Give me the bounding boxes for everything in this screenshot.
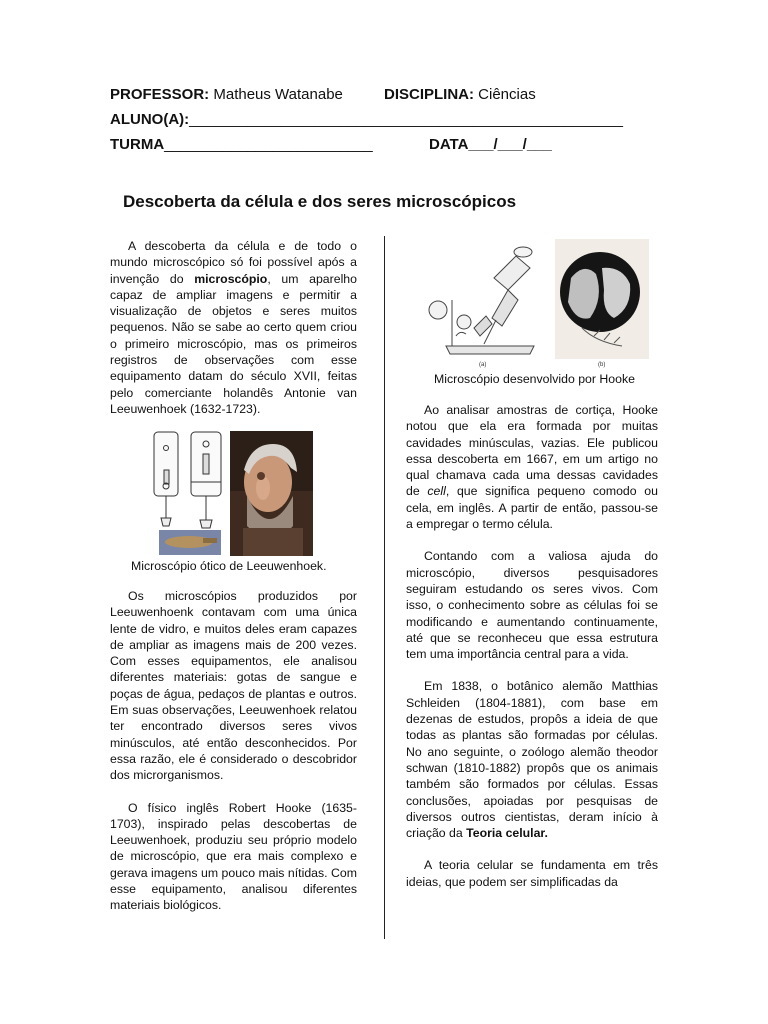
left-paragraph-1 xyxy=(110,238,357,417)
right-paragraph-2: Contando com a valiosa ajuda do microscópio, diversos pesquisadores seguiram estudando os seres vivos. Com isso, o conhecimento sobre as células foi se modificando e aumentando continuamente, até que se reconheceu que essa estrutura tem uma importância central para a vida. xyxy=(406,549,658,662)
aluno-label: ALUNO(A): xyxy=(110,111,190,128)
right-column xyxy=(406,402,658,906)
right-p1-text-a: Ao analisar amostras de cortiça, Hooke notou que ela era formada por muitas cavidades minúsculas, vazias. Ele publicou essa descoberta em 1667, em um artigo no qual chamava cada uma dessas cavidades de xyxy=(406,403,658,499)
left-column-top xyxy=(110,238,357,433)
right-p3-bold: Teoria celular. xyxy=(466,826,548,841)
hooke-caption: Microscópio desenvolvido por Hooke xyxy=(434,372,635,386)
hooke-figure xyxy=(426,238,650,370)
hooke-fig-label-b: (b) xyxy=(598,362,606,368)
right-p1-italic: cell xyxy=(427,484,446,499)
left-paragraph-2: Os microscópios produzidos por Leeuwenhoenk contavam com uma única lente de vidro, e muitos deles eram capazes de ampliar as imagens mais de 200 vezes. Com esses equipamentos, ele analisou diferentes materiais: gotas de sangue e poças de água, pedaços de plantas e outros. Em suas observações, Leeuwenhoek relatou ter encontrado diversos seres vivos minúsculos, até então desconhecidos. Por essa razão, ele é considerado o descobridor dos microrganismos. xyxy=(110,589,357,783)
hooke-fig-label-a: (a) xyxy=(479,362,487,368)
turma-line xyxy=(110,136,373,154)
aluno-line xyxy=(110,111,623,129)
left-p1-bold: microscópio xyxy=(194,271,268,286)
leeuwenhoek-figure xyxy=(151,430,315,557)
professor-label: PROFESSOR: xyxy=(110,86,210,103)
disciplina-label: DISCIPLINA: xyxy=(384,86,474,103)
aluno-field: ____________________________________________________ xyxy=(189,111,623,128)
disciplina-name: Ciências xyxy=(478,86,536,103)
leeuwenhoek-microscope-drawings xyxy=(151,430,315,557)
leeuwenhoek-caption: Microscópio ótico de Leeuwenhoek. xyxy=(131,559,327,573)
left-p1-text-b: , um aparelho capaz de ampliar imagens e permitir a visualização de objetos e seres muitos pequenos. Não se sabe ao certo quem criou o primeiro microscópio, mas os primeiros registros de observações com esse equipamento datam do século XVII, feitas pelo comerciante holandês Antonie van Leeuwenhoek (1632-1723). xyxy=(110,271,357,416)
data-line xyxy=(429,136,552,154)
hooke-microscope-drawing xyxy=(426,238,650,370)
professor-line xyxy=(110,86,343,104)
right-p3-text-a: Em 1838, o botânico alemão Matthias Schleiden (1804-1881), com base em dezenas de estudos, propôs a ideia de que todas as plantas são formadas por células. No ano seguinte, o zoólogo alemão theodor schwan (1810-1882) propôs que os animais também são formados por células. Essas conclusões, apoiadas por pesquisas de diversos outros cientistas, deram início à criação da xyxy=(406,679,658,841)
page-title: Descoberta da célula e dos seres microscópicos xyxy=(123,192,517,211)
disciplina-line xyxy=(384,86,536,104)
turma-field: _________________________ xyxy=(164,136,373,153)
turma-label: TURMA xyxy=(110,136,165,153)
data-label: DATA___/___/___ xyxy=(429,136,552,153)
left-paragraph-3: O físico inglês Robert Hooke (1635-1703), inspirado pelas descobertas de Leeuwenhoek, produziu seu próprio modelo de microscópio, que era mais complexo e gerava imagens um pouco mais nítidas. Com esse equipamento, analisou diferentes materiais biológicos. xyxy=(110,800,357,913)
right-p1-text-b: , que significa pequeno comodo ou cela, em inglês. A partir de então, passou-se a empregar o termo célula. xyxy=(406,484,658,532)
right-paragraph-3 xyxy=(406,678,658,841)
column-divider xyxy=(384,236,385,939)
right-paragraph-4: A teoria celular se fundamenta em três ideias, que podem ser simplificadas da xyxy=(406,858,658,889)
left-p1-text-a: A descoberta da célula e de todo o mundo microscópico só foi possível após a invenção do xyxy=(110,239,357,286)
right-paragraph-1 xyxy=(406,402,658,532)
professor-name: Matheus Watanabe xyxy=(213,86,343,103)
left-column-bottom xyxy=(110,588,357,930)
